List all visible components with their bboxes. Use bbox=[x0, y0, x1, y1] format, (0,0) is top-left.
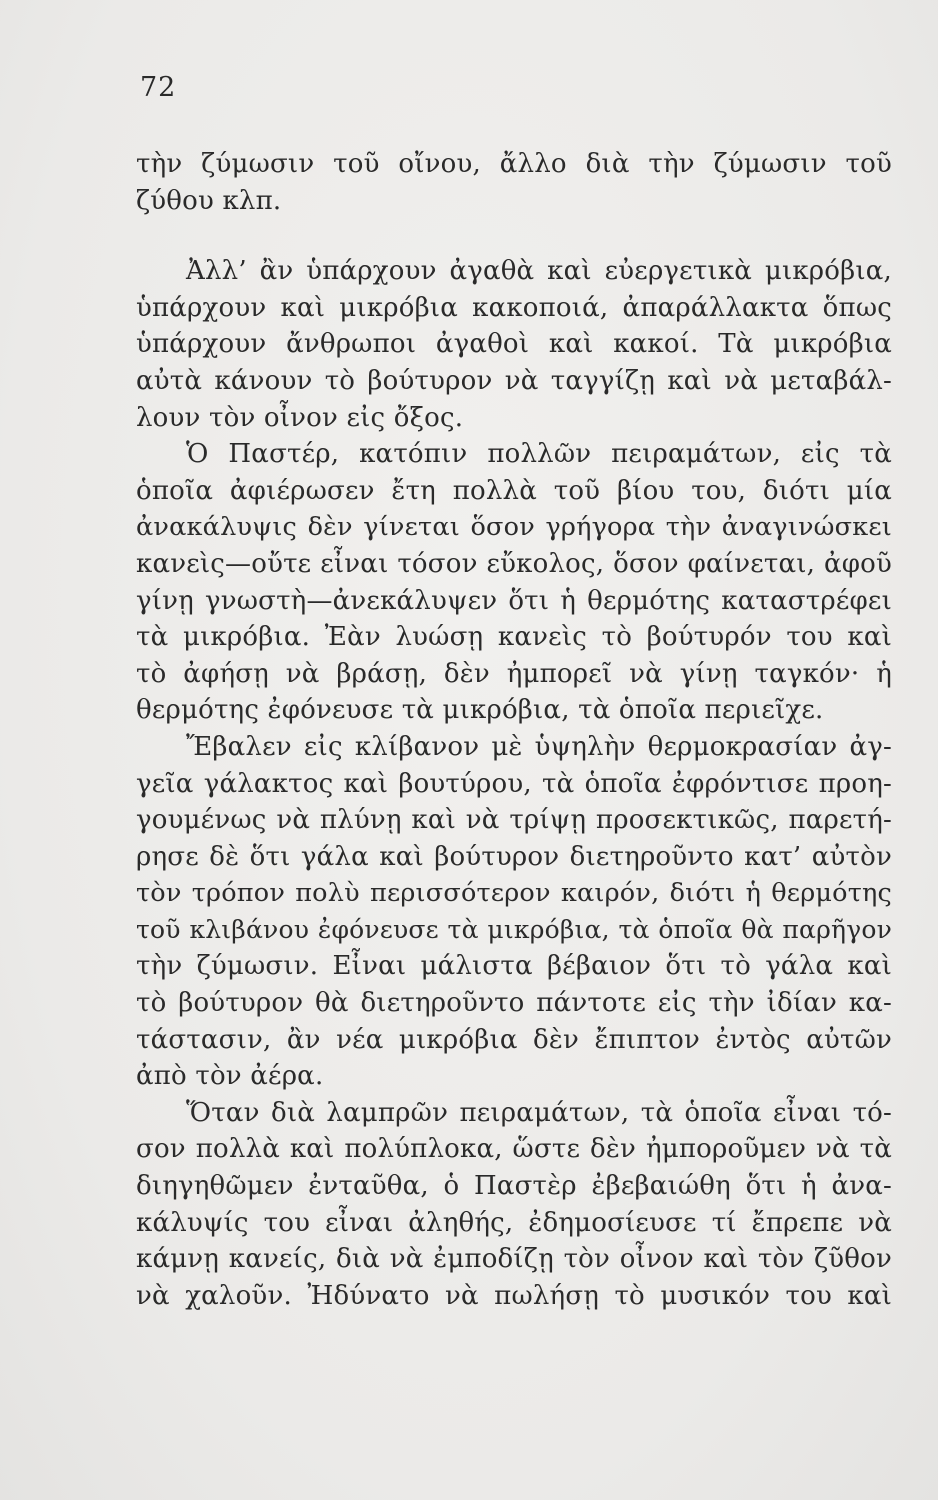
text-line: ὁποῖα ἀφιέρωσεν ἔτη πολλὰ τοῦ βίου του, διότι μία bbox=[136, 475, 892, 506]
text-line: τάστασιν, ἂν νέα μικρόβια δὲν ἔπιπτον ἐντὸς αὐτῶν bbox=[136, 1024, 892, 1055]
text-line: Ἔβαλεν εἰς κλίβανον μὲ ὑψηλὴν θερμοκρασίαν ἀγ- bbox=[186, 731, 892, 762]
page-number: 72 bbox=[140, 72, 177, 103]
text-line: κανεὶς—οὔτε εἶναι τόσον εὔκολος, ὅσον φαίνεται, ἀφοῦ bbox=[136, 548, 892, 579]
text-line: σον πολλὰ καὶ πολύπλοκα, ὥστε δὲν ἠμποροῦμεν νὰ τὰ bbox=[136, 1134, 892, 1165]
text-line: γεῖα γάλακτος καὶ βουτύρου, τὰ ὁποῖα ἐφρόντισε προη- bbox=[136, 768, 892, 799]
text-line: ἀνακάλυψις δὲν γίνεται ὅσον γρήγορα τὴν ἀναγινώσκει bbox=[136, 512, 892, 543]
text-line: γουμένως νὰ πλύνῃ καὶ νὰ τρίψῃ προσεκτικῶς, παρετή- bbox=[136, 805, 892, 836]
text-line: τὸ βούτυρον θὰ διετηροῦντο πάντοτε εἰς τὴν ἰδίαν κα- bbox=[136, 988, 892, 1019]
text-line: ἀπὸ τὸν ἀέρα. bbox=[136, 1061, 324, 1092]
text-line: θερμότης ἐφόνευσε τὰ μικρόβια, τὰ ὁποῖα περιεῖχε. bbox=[136, 695, 824, 726]
text-line: Ὁ Παστέρ, κατόπιν πολλῶν πειραμάτων, εἰς τὰ bbox=[186, 439, 892, 470]
text-line: ζύθου κλπ. bbox=[136, 185, 282, 216]
text-line: διηγηθῶμεν ἐνταῦθα, ὁ Παστὲρ ἐβεβαιώθη ὅτι ἡ ἀνα- bbox=[136, 1171, 892, 1202]
text-line: ὑπάρχουν ἄνθρωποι ἀγαθοὶ καὶ κακοί. Τὰ μικρόβια bbox=[136, 329, 892, 360]
body-text bbox=[136, 146, 892, 1314]
text-line: τὴν ζύμωσιν τοῦ οἴνου, ἄλλο διὰ τὴν ζύμωσιν τοῦ bbox=[136, 149, 892, 179]
text-line: νὰ χαλοῦν. Ἠδύνατο νὰ πωλήσῃ τὸ μυσικόν του καὶ bbox=[136, 1280, 892, 1311]
text-line: κάλυψίς του εἶναι ἀληθής, ἐδημοσίευσε τί ἔπρεπε νὰ bbox=[136, 1207, 892, 1238]
text-line: τὴν ζύμωσιν. Εἶναι μάλιστα βέβαιον ὅτι τὸ γάλα καὶ bbox=[136, 951, 892, 982]
text-line: αὐτὰ κάνουν τὸ βούτυρον νὰ ταγγίζῃ καὶ νὰ μεταβάλ- bbox=[136, 365, 892, 396]
text-line: τὸν τρόπον πολὺ περισσότερον καιρόν, διότι ἡ θερμότης bbox=[136, 878, 892, 909]
text-line: Ἀλλ’ ἂν ὑπάρχουν ἀγαθὰ καὶ εὐεργετικὰ μικρόβια, bbox=[186, 256, 892, 287]
text-line: κάμνῃ κανείς, διὰ νὰ ἐμποδίζῃ τὸν οἶνον καὶ τὸν ζῦθον bbox=[136, 1244, 892, 1275]
text-line: ρησε δὲ ὅτι γάλα καὶ βούτυρον διετηροῦντο κατ’ αὐτὸν bbox=[136, 841, 892, 872]
text-line: τὸ ἀφήσῃ νὰ βράσῃ, δὲν ἠμπορεῖ νὰ γίνῃ ταγκόν· ἡ bbox=[136, 658, 892, 689]
text-line: τὰ μικρόβια. Ἐὰν λυώσῃ κανεὶς τὸ βούτυρόν του καὶ bbox=[136, 622, 892, 653]
text-line: γίνῃ γνωστὴ—ἀνεκάλυψεν ὅτι ἡ θερμότης καταστρέφει bbox=[136, 585, 892, 616]
text-line: ὑπάρχουν καὶ μικρόβια κακοποιά, ἀπαράλλακτα ὅπως bbox=[136, 292, 892, 323]
paragraph-gap bbox=[136, 219, 892, 253]
text-line: τοῦ κλιβάνου ἐφόνευσε τὰ μικρόβια, τὰ ὁποῖα θὰ παρῆγον bbox=[136, 914, 892, 944]
text-line: Ὅταν διὰ λαμπρῶν πειραμάτων, τὰ ὁποῖα εἶναι τό- bbox=[186, 1097, 892, 1128]
text-line: λουν τὸν οἶνον εἰς ὄξος. bbox=[136, 402, 464, 433]
